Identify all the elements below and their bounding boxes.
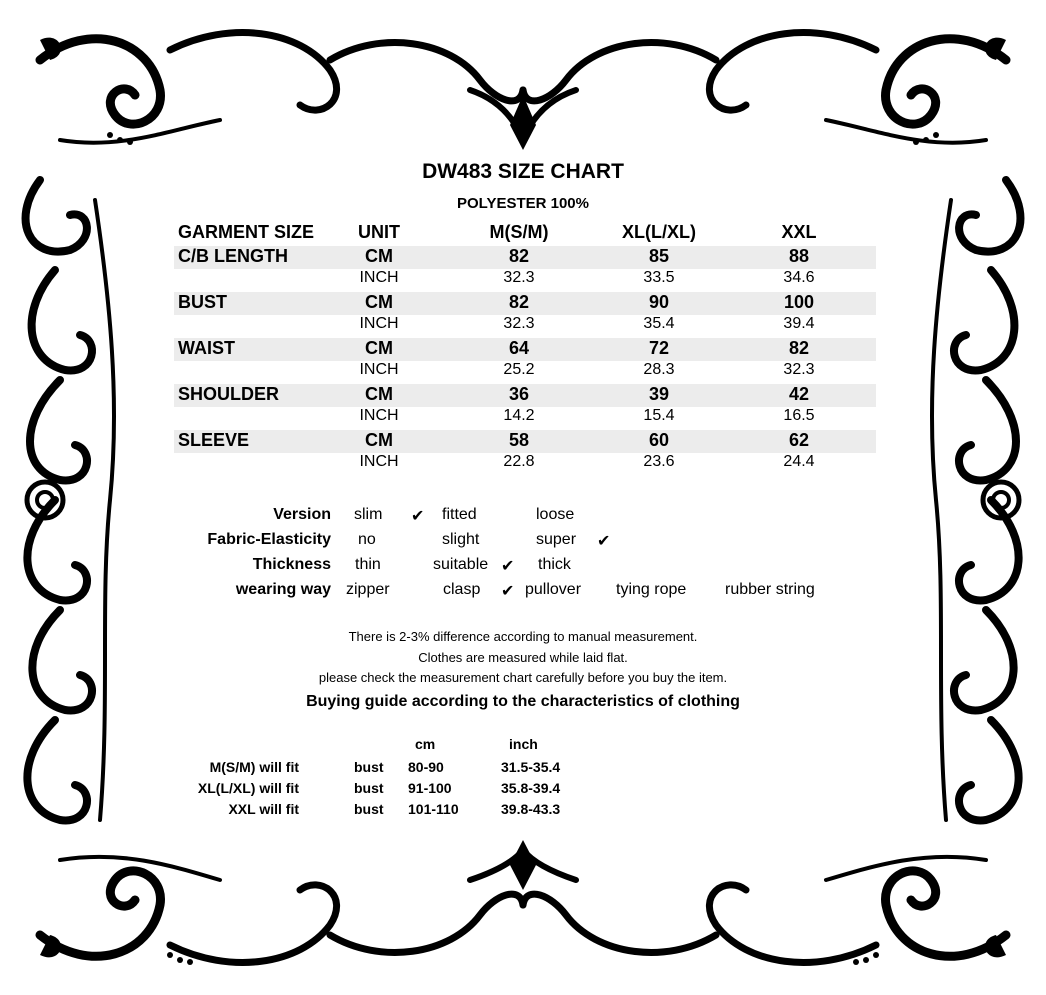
value-cell: 23.6 (643, 453, 675, 470)
unit-cell: INCH (359, 361, 399, 378)
header-unit: UNIT (358, 222, 400, 242)
table-row (174, 453, 876, 476)
guide-cm-range: 101-110 (408, 801, 459, 817)
characteristic-option: thick (538, 556, 571, 573)
table-row (174, 430, 876, 453)
characteristic-option: clasp (443, 581, 481, 598)
value-cell: 82 (508, 292, 530, 312)
value-cell: 15.4 (643, 407, 675, 424)
value-cell: 32.3 (503, 315, 535, 332)
page-title: DW483 SIZE CHART (422, 160, 624, 183)
guide-size-label: XXL will fit (228, 801, 299, 817)
unit-cell: CM (365, 292, 393, 312)
measurement-label: WAIST (178, 338, 235, 358)
header-size-m: M(S/M) (489, 222, 549, 242)
header-size-xl: XL(L/XL) (622, 222, 696, 242)
table-row (174, 384, 876, 407)
measurement-label: BUST (178, 292, 227, 312)
characteristic-option: suitable (433, 556, 489, 573)
characteristic-option: tying rope (616, 581, 687, 598)
unit-cell: CM (365, 338, 393, 358)
characteristic-option: super (536, 531, 577, 548)
value-cell: 82 (788, 338, 810, 358)
value-cell: 36 (508, 384, 530, 404)
value-cell: 62 (788, 430, 810, 450)
material-subtitle: POLYESTER 100% (456, 195, 589, 212)
guide-body-part: bust (354, 759, 384, 775)
characteristic-label: Fabric-Elasticity (207, 531, 331, 548)
table-row (174, 361, 876, 384)
value-cell: 25.2 (503, 361, 535, 378)
unit-cell: CM (365, 430, 393, 450)
value-cell: 32.3 (783, 361, 815, 378)
table-row (174, 292, 876, 315)
characteristic-label: Version (273, 506, 331, 523)
value-cell: 22.8 (503, 453, 535, 470)
unit-cell: INCH (359, 315, 399, 332)
characteristic-option: rubber string (725, 581, 815, 598)
characteristic-option: thin (355, 556, 381, 573)
guide-cm-range: 80-90 (408, 759, 444, 775)
table-row (174, 315, 876, 338)
value-cell: 34.6 (783, 269, 815, 286)
table-row (174, 269, 876, 292)
table-row (174, 246, 876, 269)
check-icon: ✔ (597, 533, 611, 550)
value-cell: 72 (648, 338, 670, 358)
guide-cm-range: 91-100 (408, 780, 452, 796)
guide-inch-range: 39.8-43.3 (501, 801, 561, 817)
value-cell: 14.2 (503, 407, 535, 424)
table-row (174, 407, 876, 430)
characteristic-label: wearing way (235, 581, 331, 598)
guide-size-label: XL(L/XL) will fit (197, 780, 299, 796)
characteristic-label: Thickness (252, 556, 331, 573)
check-icon: ✔ (501, 583, 515, 600)
guide-col-inch: inch (509, 736, 538, 752)
guide-col-cm: cm (415, 736, 436, 752)
table-header (174, 222, 876, 246)
unit-cell: INCH (359, 453, 399, 470)
guide-inch-range: 31.5-35.4 (501, 759, 561, 775)
unit-cell: CM (365, 246, 393, 266)
value-cell: 32.3 (503, 269, 535, 286)
check-icon: ✔ (411, 508, 425, 525)
unit-cell: INCH (359, 269, 399, 286)
note-line: Clothes are measured while laid flat. (418, 650, 628, 665)
value-cell: 35.4 (643, 315, 675, 332)
check-icon: ✔ (501, 558, 515, 575)
note-line: please check the measurement chart carefully before you buy the item. (318, 670, 728, 685)
characteristic-option: fitted (442, 506, 477, 523)
value-cell: 64 (508, 338, 530, 358)
measurement-label: C/B LENGTH (178, 246, 288, 266)
value-cell: 39.4 (783, 315, 815, 332)
size-table (174, 222, 876, 476)
value-cell: 82 (508, 246, 530, 266)
value-cell: 100 (783, 292, 815, 312)
guide-size-label: M(S/M) will fit (209, 759, 299, 775)
value-cell: 39 (648, 384, 670, 404)
header-size-xxl: XXL (781, 222, 817, 242)
value-cell: 90 (648, 292, 670, 312)
characteristic-option: no (358, 531, 376, 548)
guide-body-part: bust (354, 801, 384, 817)
characteristic-option: slim (354, 506, 383, 523)
value-cell: 33.5 (643, 269, 675, 286)
characteristic-option: pullover (525, 581, 582, 598)
unit-cell: INCH (359, 407, 399, 424)
value-cell: 58 (508, 430, 530, 450)
characteristic-option: slight (442, 531, 480, 548)
table-row (174, 338, 876, 361)
measurement-label: SHOULDER (178, 384, 280, 404)
value-cell: 42 (788, 384, 810, 404)
value-cell: 24.4 (783, 453, 815, 470)
value-cell: 85 (648, 246, 670, 266)
value-cell: 88 (788, 246, 810, 266)
guide-inch-range: 35.8-39.4 (501, 780, 561, 796)
buying-guide-title: Buying guide according to the characteristics of clothing (306, 693, 740, 710)
unit-cell: CM (365, 384, 393, 404)
header-garment-size: GARMENT SIZE (178, 222, 315, 242)
characteristic-option: loose (536, 506, 575, 523)
note-line: There is 2-3% difference according to manual measurement. (348, 629, 698, 644)
measurement-label: SLEEVE (178, 430, 250, 450)
value-cell: 28.3 (643, 361, 675, 378)
value-cell: 16.5 (783, 407, 815, 424)
guide-body-part: bust (354, 780, 384, 796)
characteristic-option: zipper (346, 581, 390, 598)
value-cell: 60 (648, 430, 670, 450)
